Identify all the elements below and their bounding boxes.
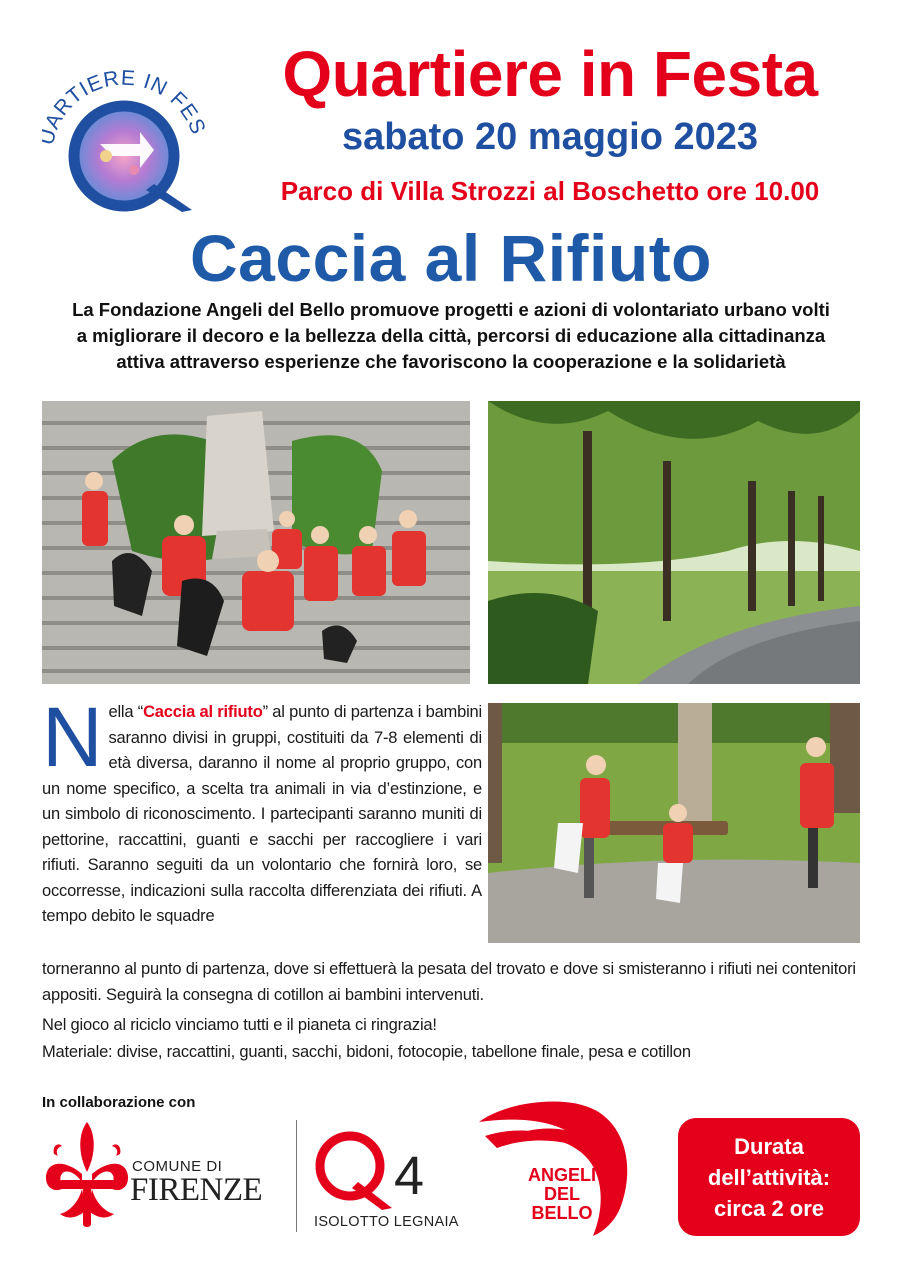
event-date: sabato 20 maggio 2023 — [341, 116, 759, 158]
bello-word: BELLO — [531, 1203, 593, 1223]
angeli-del-bello-wordmark — [520, 1166, 604, 1223]
photo-kids-on-stairs — [42, 401, 470, 684]
del-word: DEL — [544, 1184, 580, 1204]
duration-value: circa 2 ore — [713, 1195, 825, 1221]
intro-line: La Fondazione Angeli del Bello promuove progetti e azioni di volontariato urbano volti — [72, 299, 830, 320]
intro-line: a migliorare il decoro e la bellezza della città, percorsi di educazione alla cittadinanza — [76, 325, 826, 346]
description-text: ” al punto di partenza i bambini saranno divisi in gruppi, costituiti da 7-8 elementi di età diversa, daranno il nome al proprio gruppo, con un nome specifico, a scelta tra animali in via d’estinzione, e un simbolo di riconoscimento. I partecipanti saranno muniti di pettorine, raccattini, guanti e sacchi per raccogliere i vari rifiuti. Saranno seguiti da un volontario che fornirà loro, se occorresse, indicazioni sulla raccolta differenziata dei rifiuti. A tempo debito le squadre — [42, 703, 482, 925]
q4-label: ISOLOTTO LEGNAIA — [314, 1214, 459, 1230]
duration-line: Durata — [734, 1133, 804, 1159]
firenze-label-small: COMUNE DI — [132, 1158, 223, 1175]
event-location: Parco di Villa Strozzi al Boschetto ore 10.00 — [280, 176, 820, 206]
page-title: Quartiere in Festa — [282, 38, 818, 110]
photo-kids-collecting-waste — [488, 703, 860, 943]
intro-line: attiva attraverso esperienze che favoriscono la cooperazione e la solidarietà — [116, 351, 786, 372]
materials-line: Materiale: divise, raccattini, guanti, sacchi, bidoni, fotocopie, tabellone finale, pesa e cotillon — [42, 1043, 691, 1061]
main-heading: Caccia al Rifiuto — [190, 221, 712, 295]
svg-text:QUARTIERE IN FESTA: ARTIERE IN FES — [42, 66, 208, 139]
collaboration-label: In collaborazione con — [42, 1094, 196, 1111]
q4-number: 4 — [394, 1146, 425, 1206]
quartiere-4-logo — [310, 1124, 460, 1214]
activity-description — [42, 690, 482, 950]
description-lead: ella “ — [108, 703, 144, 721]
duration-line: dell’attività: — [707, 1164, 831, 1190]
angeli-word: ANGELI — [527, 1165, 596, 1185]
description-continuation: torneranno al punto di partenza, dove si effettuerà la pesata del trovato e dove si smisteranno i rifiuti nei contenitori appositi. Seguirà la consegna di cotillon ai bambini intervenuti. — [42, 960, 856, 1004]
drop-cap: N — [42, 690, 103, 784]
footer-divider — [296, 1120, 297, 1232]
florentine-lily-icon — [42, 1120, 132, 1232]
quartiere-in-festa-logo — [42, 52, 208, 212]
photo-park-path — [488, 401, 860, 684]
closing-line: Nel gioco al riciclo vinciamo tutti e il pianeta ci ringrazia! — [42, 1016, 437, 1034]
firenze-label-large: FIRENZE — [130, 1172, 263, 1208]
duration-badge — [678, 1118, 860, 1236]
activity-name-highlight: Caccia al rifiuto — [143, 703, 263, 721]
intro-paragraph — [40, 297, 862, 375]
